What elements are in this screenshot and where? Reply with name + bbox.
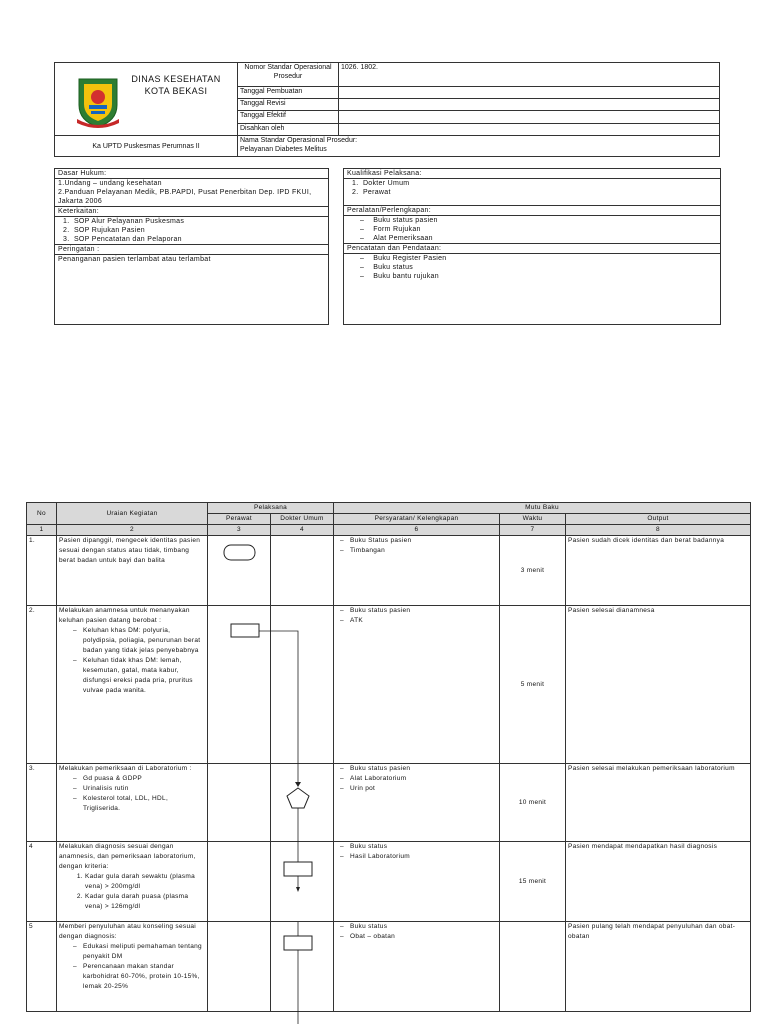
anamnesa-process-shape (231, 624, 259, 637)
row-waktu: 3 menit (500, 536, 566, 606)
list-item: – Timbangan (350, 546, 497, 556)
list-item: 1. Kadar gula darah sewaktu (plasma vena) > 200mg/dl (85, 872, 205, 892)
row-number: 1. (27, 536, 57, 606)
col-header-persyaratan: Persyaratan/ Kelengkapan (334, 514, 500, 525)
arrow-head-icon (296, 887, 300, 892)
col-header-pelaksana: Pelaksana (208, 503, 334, 514)
list-item: – Alat Pemeriksaan (360, 235, 433, 242)
list-item: – Buku bantu rujukan (360, 273, 439, 280)
peralatan-title: Peralatan/Perlengkapan: (344, 205, 720, 215)
list-item: – Urin pot (350, 784, 497, 794)
row-output: Pasien sudah dicek identitas dan berat badannya (566, 536, 751, 606)
row-output: Pasien selesai melakukan pemeriksaan laboratorium (566, 764, 751, 842)
col-number: 3 (208, 525, 271, 536)
dasar-hukum-item-2: 2.Panduan Pelayanan Medik, PB.PAPDI, Pusat Penerbitan Dep. IPD FKUI, Jakarta 2006 (58, 189, 312, 205)
row-output: Pasien pulang telah mendapat penyuluhan dan obat-obatan (566, 922, 751, 1012)
field-value-nomor: 1026. 1802. (339, 63, 720, 87)
list-item: – Buku status pasien (360, 217, 438, 224)
arrow-head-icon (295, 782, 301, 787)
sop-name-value: Pelayanan Diabetes Melitus (240, 146, 327, 153)
list-item: – Buku Register Pasien (360, 255, 447, 262)
list-item: 2. Kadar gula darah puasa (plasma vena) > 126mg/dl (85, 892, 205, 912)
flow-connector-line (259, 631, 298, 783)
row-number: 2. (27, 606, 57, 764)
row-uraian: Melakukan diagnosis sesuai dengan anamnesis, dan pemeriksaan laboratorium, dengan kriteria: (59, 843, 196, 870)
sop-name-label: Nama Standar Operasional Prosedur: (240, 137, 358, 144)
list-item: – Buku status (350, 842, 497, 852)
list-item: – Buku status (350, 922, 497, 932)
list-item: – Buku status (360, 264, 414, 271)
kualifikasi-title: Kualifikasi Pelaksana: (347, 170, 422, 177)
list-item: – Buku status pasien (350, 606, 497, 616)
list-item: – Keluhan khas DM: polyuria, polydipsia, poliagia, penurunan berat badan yang tidak jelas penyebabnya (83, 626, 205, 656)
list-item: – Urinalisis rutin (83, 784, 205, 794)
dasar-hukum-title: Dasar Hukum: (58, 170, 107, 177)
dasar-hukum-item-1: 1.Undang – undang kesehatan (55, 178, 328, 188)
lab-offpage-shape (287, 788, 309, 808)
list-item: 1. SOP Alur Pelayanan Puskesmas (63, 218, 185, 225)
list-item: – Form Rujukan (360, 226, 421, 233)
list-item: – Obat – obatan (350, 932, 497, 942)
row-uraian: Memberi penyuluhan atau konseling sesuai dengan diagnosis: (59, 923, 197, 940)
field-label-revisi: Tanggal Revisi (238, 98, 339, 110)
list-item: – Perencanaan makan standar karbohidrat 60-70%, protein 10-15%, lemak 20-25% (83, 962, 205, 992)
list-item: – Buku status pasien (350, 764, 497, 774)
list-item: 2. Perawat (352, 189, 391, 196)
col-number: 8 (566, 525, 751, 536)
agency-name-line1: DINAS KESEHATAN (131, 74, 221, 84)
pencatatan-title: Pencatatan dan Pendataan: (344, 243, 720, 253)
list-item: – Buku Status pasien (350, 536, 497, 546)
col-header-no: No (27, 503, 57, 525)
row-waktu: 5 menit (500, 606, 566, 764)
list-item: – Edukasi meliputi pemahaman tentang penyakit DM (83, 942, 205, 962)
col-header-perawat: Perawat (208, 514, 271, 525)
peringatan-text: Penanganan pasien terlambat atau terlambat (55, 254, 328, 264)
row-uraian: Pasien dipanggil, mengecek identitas pasien sesuai dengan status atau tidak, timbang berat badan untuk bayi dan balita (57, 536, 208, 606)
field-label-pembuatan: Tanggal Pembuatan (238, 86, 339, 98)
field-label-nomor: Nomor Standar Operasional Prosedur (238, 63, 339, 87)
list-item: – Hasil Laboratorium (350, 852, 497, 862)
list-item: – Gd puasa & GDPP (83, 774, 205, 784)
peringatan-title: Peringatan : (55, 244, 328, 254)
list-item: – ATK (350, 616, 497, 626)
list-item: – Keluhan tidak khas DM: lemah, kesemutan, gatal, mata kabur, disfungsi ereksi pada pria, pruritus vulvae pada wanita. (83, 656, 205, 696)
col-header-dokter: Dokter Umum (271, 514, 334, 525)
row-number: 5 (27, 922, 57, 1012)
list-item: – Alat Laboratorium (350, 774, 497, 784)
list-item: – Kolesterol total, LDL, HDL, Trigliserida. (83, 794, 205, 814)
row-number: 4 (27, 842, 57, 922)
col-number: 7 (500, 525, 566, 536)
row-output: Pasien mendapat mendapatkan hasil diagnosis (566, 842, 751, 922)
list-item: 3. SOP Pencatatan dan Pelaporan (63, 236, 182, 243)
row-uraian: Melakukan anamnesa untuk menanyakan keluhan pasien datang berobat : (59, 607, 190, 624)
keterkaitan-title: Keterkaitan: (55, 206, 328, 216)
row-number: 3. (27, 764, 57, 842)
col-number: 1 (27, 525, 57, 536)
diagnosis-process-shape (284, 862, 312, 876)
col-number: 6 (334, 525, 500, 536)
field-label-efektif: Tanggal Efektif (238, 111, 339, 123)
start-terminator-shape (224, 545, 255, 560)
agency-name-line2: KOTA BEKASI (144, 86, 208, 96)
list-item: 2. SOP Rujukan Pasien (63, 227, 145, 234)
col-number: 4 (271, 525, 334, 536)
row-waktu: 15 menit (500, 842, 566, 922)
field-label-disahkan: Disahkan oleh (238, 123, 339, 135)
col-header-output: Output (566, 514, 751, 525)
row-waktu: 10 menit (500, 764, 566, 842)
col-number: 2 (57, 525, 208, 536)
col-header-mutu: Mutu Baku (334, 503, 751, 514)
unit-name: Ka UPTD Puskesmas Perumnas II (55, 136, 238, 157)
col-header-waktu: Waktu (500, 514, 566, 525)
col-header-uraian: Uraian Kegiatan (57, 503, 208, 525)
list-item: 1. Dokter Umum (352, 180, 410, 187)
row-output: Pasien selesai dianamnesa (566, 606, 751, 764)
konseling-process-shape (284, 936, 312, 950)
row-uraian: Melakukan pemeriksaan di Laboratorium : (59, 765, 192, 772)
